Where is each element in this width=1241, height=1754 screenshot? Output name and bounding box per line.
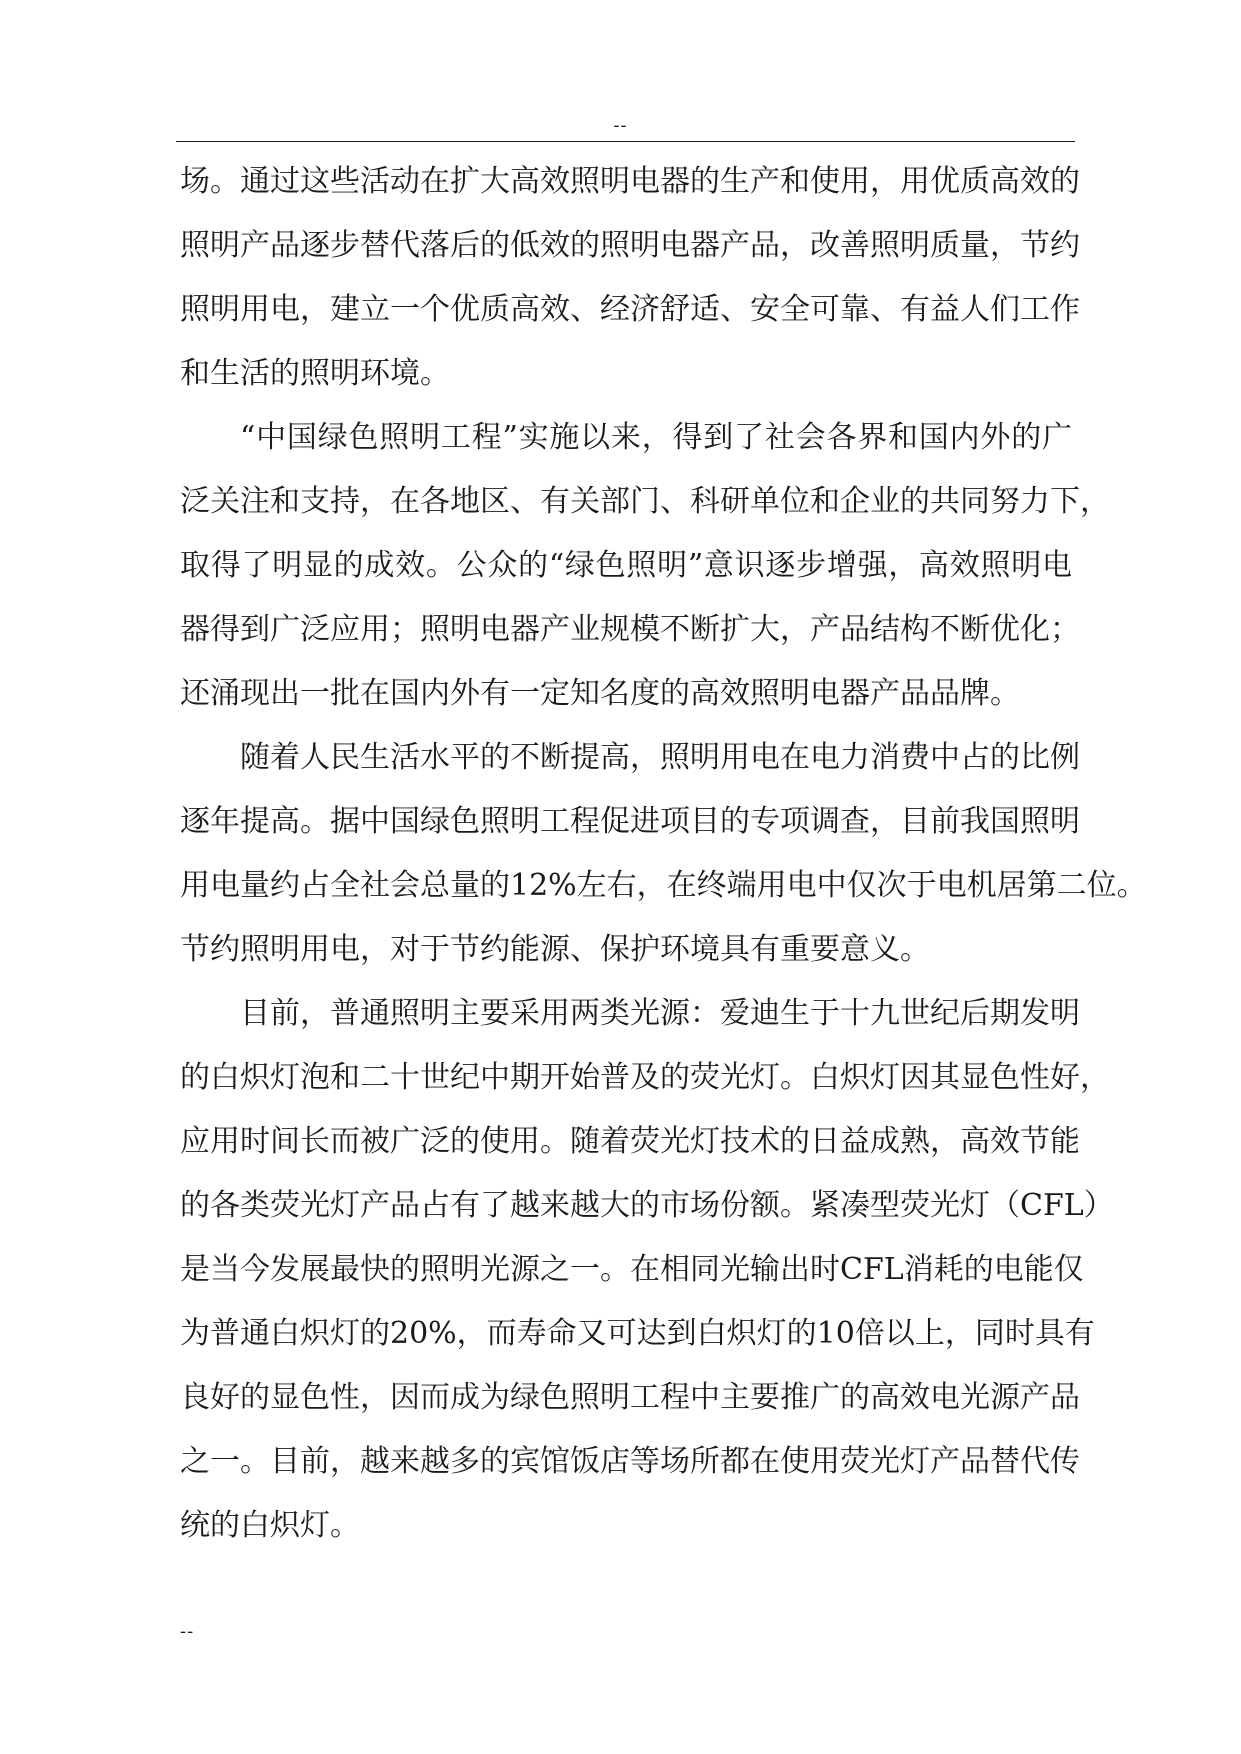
- paragraph-first-line: 随着人民生活水平的不断提高，照明用电在电力消费中占的比例: [240, 740, 1080, 775]
- text-line: 为普通白炽灯的20%，而寿命又可达到白炽灯的10倍以上，同时具有: [180, 1316, 1095, 1351]
- paragraph-first-line: 目前，普通照明主要采用两类光源：爱迪生于十九世纪后期发明: [240, 996, 1080, 1031]
- text-line: 的各类荧光灯产品占有了越来越大的市场份额。紧凑型荧光灯（CFL）: [180, 1188, 1114, 1223]
- text-line: 还涌现出一批在国内外有一定知名度的高效照明电器产品品牌。: [180, 676, 1020, 711]
- header-divider: [176, 141, 1075, 142]
- text-line: 是当今发展最快的照明光源之一。在相同光输出时CFL消耗的电能仅: [180, 1252, 1084, 1287]
- text-line: 统的白炽灯。: [180, 1508, 360, 1543]
- text-line: 之一。目前，越来越多的宾馆饭店等场所都在使用荧光灯产品替代传: [180, 1444, 1080, 1479]
- paragraph-first-line: “中国绿色照明工程”实施以来，得到了社会各界和国内外的广: [240, 420, 1072, 455]
- text-line: 的白炽灯泡和二十世纪中期开始普及的荧光灯。白炽灯因其显色性好，: [180, 1060, 1110, 1095]
- text-line: 取得了明显的成效。公众的“绿色照明”意识逐步增强，高效照明电: [180, 548, 1072, 583]
- text-line: 照明用电，建立一个优质高效、经济舒适、安全可靠、有益人们工作: [180, 292, 1080, 327]
- text-line: 用电量约占全社会总量的12%左右，在终端用电中仅次于电机居第二位。: [180, 868, 1147, 903]
- text-line: 泛关注和支持，在各地区、有关部门、科研单位和企业的共同努力下，: [180, 484, 1110, 519]
- page-footer-mark: --: [180, 1621, 195, 1642]
- text-line: 场。通过这些活动在扩大高效照明电器的生产和使用，用优质高效的: [180, 164, 1080, 199]
- text-line: 节约照明用电，对于节约能源、保护环境具有重要意义。: [180, 932, 930, 967]
- text-line: 应用时间长而被广泛的使用。随着荧光灯技术的日益成熟，高效节能: [180, 1124, 1080, 1159]
- text-line: 逐年提高。据中国绿色照明工程促进项目的专项调查，目前我国照明: [180, 804, 1080, 839]
- text-line: 照明产品逐步替代落后的低效的照明电器产品，改善照明质量，节约: [180, 228, 1080, 263]
- document-body: [180, 160, 1147, 1568]
- text-line: 器得到广泛应用；照明电器产业规模不断扩大，产品结构不断优化；: [180, 612, 1080, 647]
- text-line: 和生活的照明环境。: [180, 356, 450, 391]
- page-header-mark: --: [613, 115, 628, 136]
- text-line: 良好的显色性，因而成为绿色照明工程中主要推广的高效电光源产品: [180, 1380, 1080, 1415]
